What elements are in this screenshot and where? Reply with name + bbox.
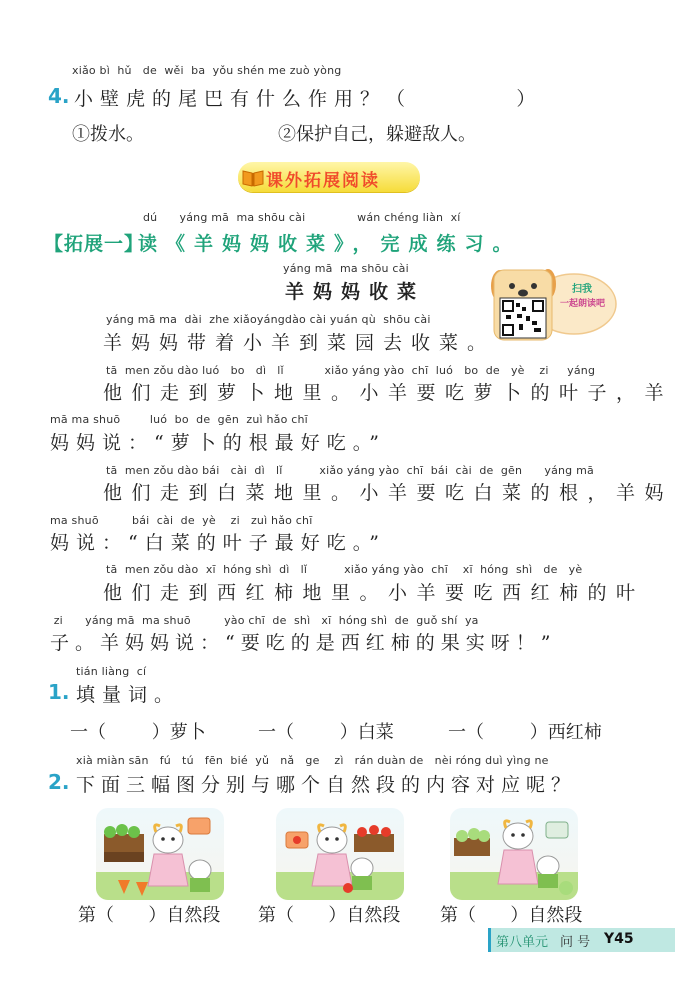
extension-instruction: 读《羊妈妈收菜》，完成练习。 [138, 233, 521, 255]
qr-label-line2: 一起朗读吧 [560, 299, 606, 309]
q1-number: 1. [48, 680, 70, 704]
p3b-text: 妈说：“白菜的叶子最好吃。” [50, 532, 386, 554]
q4-pinyin: xiǎo bì hǔ de wěi ba yǒu shén me zuò yòng [72, 64, 342, 77]
q4-number: 4. [48, 84, 70, 108]
section-title: 课外拓展阅读 [266, 171, 380, 191]
p3-text: 他们走到白菜地里。小羊要吃白菜的根，羊妈 [103, 482, 674, 504]
p2-text: 他们走到萝卜地里。小羊要吃萝卜的叶子，羊 [103, 382, 674, 404]
q1-blank-tomato[interactable]: 一（ ）西红柿 [448, 722, 602, 743]
footer-divider [488, 928, 491, 952]
p4b-pinyin: zi yáng mā ma shuō yào chī de shì xī hóng shì de guǒ shí ya [50, 614, 479, 627]
story-title: 羊妈妈收菜 [285, 281, 426, 303]
qr-label-line1: 扫我 [572, 284, 592, 295]
book-icon [242, 167, 264, 191]
q1-question: 填量词。 [76, 684, 181, 706]
footer-section: 问 号 [560, 935, 591, 950]
q2-pinyin: xià miàn sān fú tú fēn bié yǔ nǎ ge zì rán duàn de nèi róng duì yìng ne [76, 754, 549, 767]
illustration-tomato [276, 808, 404, 900]
q4-option-1: ①拨水。 [72, 124, 144, 145]
p2b-pinyin: mā ma shuō luó bo de gēn zuì hǎo chī [50, 413, 308, 426]
p2b-text: 妈妈说：“萝卜的根最好吃。” [50, 432, 386, 454]
footer-unit: 第八单元 [496, 935, 549, 950]
q2-answer-1[interactable]: 第（ ）自然段 [78, 905, 221, 926]
q2-answer-3[interactable]: 第（ ）自然段 [440, 905, 583, 926]
p3-pinyin: tā men zǒu dào bái cài dì lǐ xiǎo yáng yào chī bái cài de gēn yáng mā [106, 464, 594, 477]
p2-pinyin: tā men zǒu dào luó bo dì lǐ xiǎo yáng yào chī luó bo de yè zi yáng [106, 364, 596, 377]
q1-blank-cabbage[interactable]: 一（ ）白菜 [258, 722, 394, 743]
q4-question: 小壁虎的尾巴有什么作用？（ ） [74, 88, 543, 110]
q2-question: 下面三幅图分别与哪个自然段的内容对应呢？ [76, 774, 577, 796]
extension-label: 【拓展一】 [44, 233, 145, 255]
p4b-text: 子。羊妈妈说：“要吃的是西红柿的果实呀！” [50, 632, 557, 654]
p3b-pinyin: ma shuō bái cài de yè zi zuì hǎo chī [50, 514, 313, 527]
story-title-pinyin: yáng mā ma shōu cài [283, 262, 409, 275]
q1-pinyin: tián liàng cí [76, 665, 147, 678]
q4-option-2: ②保护自己，躲避敌人。 [278, 124, 476, 145]
qr-code-widget[interactable] [486, 266, 626, 346]
page-number: Y45 [604, 931, 634, 947]
p1-text: 羊妈妈带着小羊到菜园去收菜。 [103, 332, 496, 354]
extension-pinyin: dú yáng mā ma shōu cài wán chéng liàn xí [143, 211, 461, 224]
p4-text: 他们走到西红柿地里。小羊要吃西红柿的叶 [103, 582, 645, 604]
illustration-radish [96, 808, 224, 900]
q2-answer-2[interactable]: 第（ ）自然段 [258, 905, 401, 926]
p1-pinyin: yáng mā ma dài zhe xiǎoyángdào cài yuán qù shōu cài [106, 313, 431, 326]
q1-blank-radish[interactable]: 一（ ）萝卜 [70, 722, 206, 743]
p4-pinyin: tā men zǒu dào xī hóng shì dì lǐ xiǎo yáng yào chī xī hóng shì de yè [106, 563, 583, 576]
illustration-cabbage [450, 808, 578, 900]
q2-number: 2. [48, 770, 70, 794]
